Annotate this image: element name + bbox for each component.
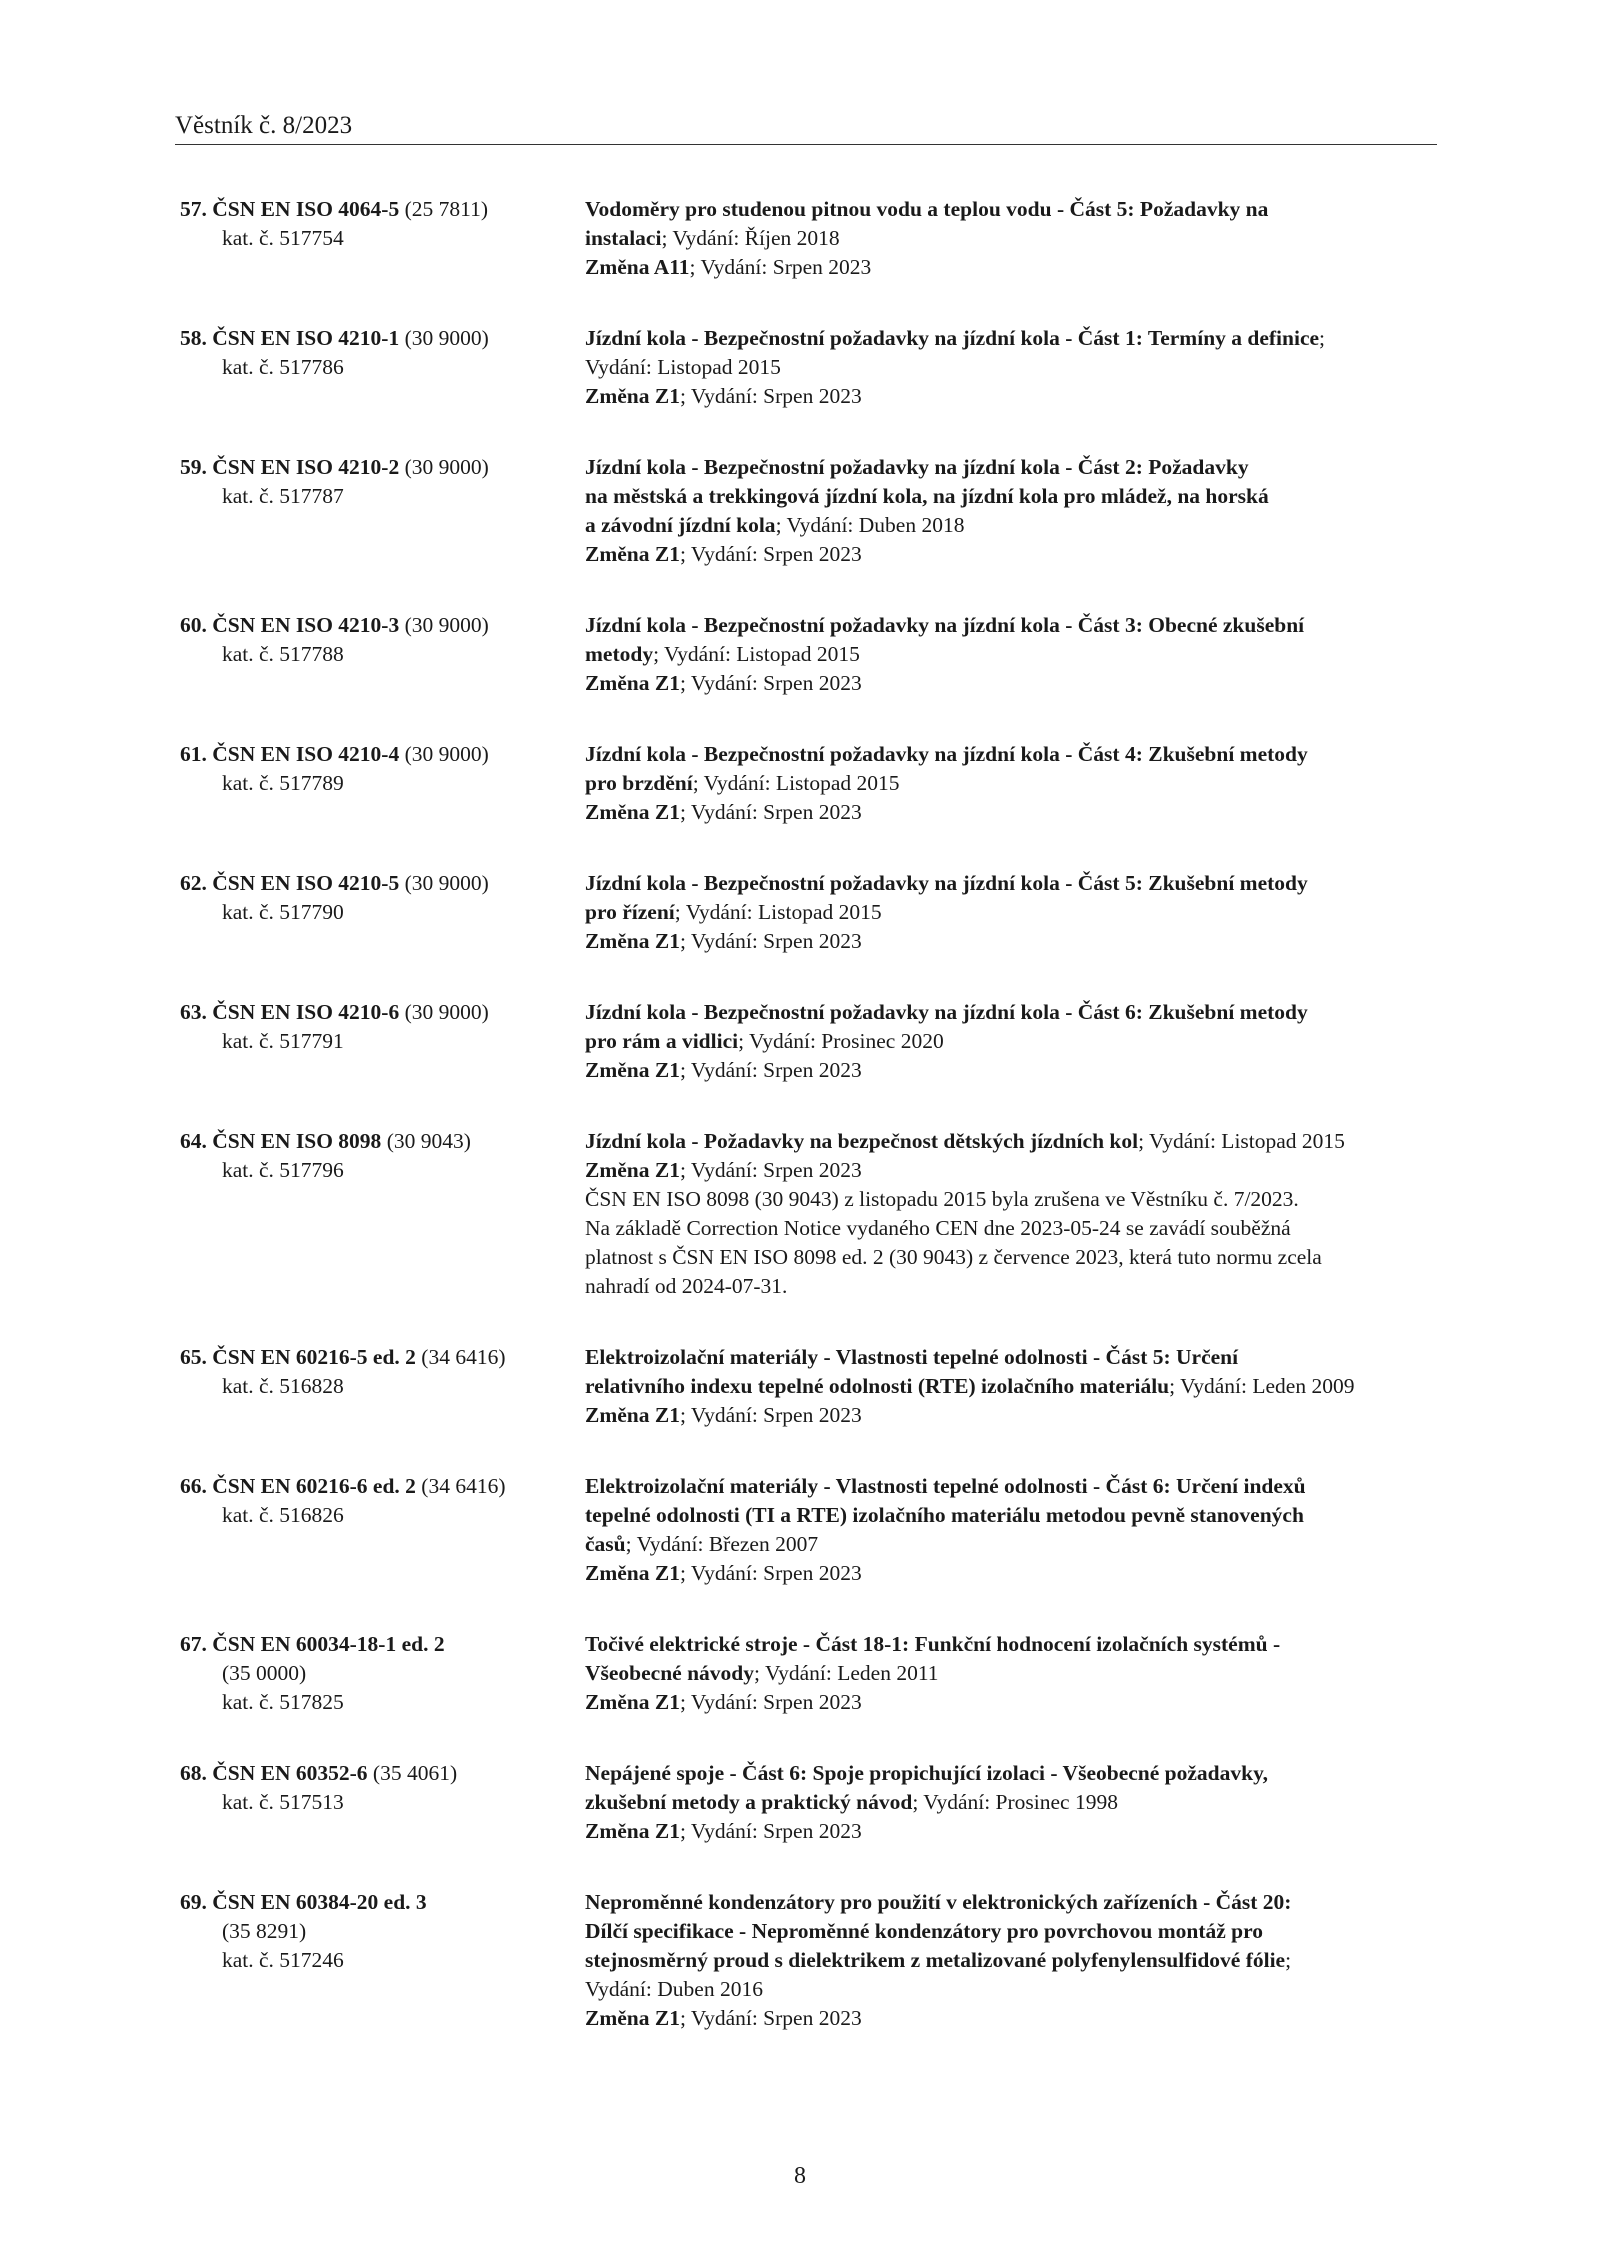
- standard-entry: [180, 1630, 1442, 1717]
- regular-text: ; Vydání: Srpen 2023: [679, 1058, 862, 1082]
- standard-description: [585, 1343, 1442, 1430]
- bold-text: metody: [585, 642, 654, 666]
- bold-text: pro rám a vidlici: [585, 1029, 739, 1053]
- bold-text: Nepájené spoje - Část 6: Spoje propichující izolaci - Všeobecné požadavky,: [585, 1761, 1269, 1785]
- bold-text: Vodoměry pro studenou pitnou vodu a teplou vodu - Část 5: Požadavky na: [585, 197, 1269, 221]
- regular-text: Na základě Correction Notice vydaného CEN dne 2023-05-24 se zavádí souběžná: [585, 1216, 1291, 1240]
- regular-text: ; Vydání: Srpen 2023: [679, 929, 862, 953]
- regular-text: (34 6416): [415, 1474, 506, 1498]
- standard-description: [585, 740, 1442, 827]
- regular-text: (35 4061): [367, 1761, 458, 1785]
- regular-text: kat. č. 517754: [222, 226, 344, 250]
- description-line: [585, 998, 1442, 1027]
- bold-text: pro řízení: [585, 900, 675, 924]
- standard-entry: [180, 740, 1442, 827]
- standard-identifier: [180, 1888, 585, 2033]
- regular-text: ;: [1319, 326, 1326, 350]
- bold-text: Změna Z1: [585, 1819, 680, 1843]
- standard-number: [180, 1127, 585, 1156]
- standard-identifier: [180, 869, 585, 956]
- description-line: [585, 540, 1442, 569]
- regular-text: kat. č. 517789: [222, 771, 344, 795]
- regular-text: (30 9043): [381, 1129, 471, 1153]
- regular-text: (35 8291): [222, 1919, 307, 1943]
- regular-text: (35 0000): [222, 1661, 307, 1685]
- description-line: [585, 640, 1442, 669]
- standard-description: [585, 1472, 1442, 1588]
- description-line: [585, 1817, 1442, 1846]
- bold-text: Změna Z1: [585, 671, 680, 695]
- regular-text: ; Vydání: Srpen 2023: [679, 1403, 862, 1427]
- regular-text: ; Vydání: Listopad 2015: [653, 642, 860, 666]
- bold-text: 59. ČSN EN ISO 4210-2: [180, 455, 400, 479]
- description-line: [585, 1243, 1442, 1272]
- regular-text: ; Vydání: Říjen 2018: [661, 226, 840, 250]
- bold-text: a závodní jízdní kola: [585, 513, 776, 537]
- description-line: [585, 253, 1442, 282]
- standard-catalog-line: [180, 482, 585, 511]
- regular-text: ; Vydání: Listopad 2015: [674, 900, 882, 924]
- regular-text: ; Vydání: Srpen 2023: [679, 800, 862, 824]
- regular-text: ; Vydání: Srpen 2023: [679, 1690, 862, 1714]
- standard-description: [585, 1888, 1442, 2033]
- regular-text: platnost s ČSN EN ISO 8098 ed. 2 (30 9043) z července 2023, která tuto normu zcela: [585, 1245, 1322, 1269]
- bold-text: Změna A11: [585, 255, 690, 279]
- regular-text: ; Vydání: Srpen 2023: [679, 542, 862, 566]
- bold-text: Změna Z1: [585, 1058, 680, 1082]
- standard-description: [585, 1630, 1442, 1717]
- bold-text: 65. ČSN EN 60216-5 ed. 2: [180, 1345, 416, 1369]
- description-line: [585, 1501, 1442, 1530]
- standard-number: [180, 324, 585, 353]
- description-line: [585, 1788, 1442, 1817]
- regular-text: kat. č. 517246: [222, 1948, 344, 1972]
- bold-text: Změna Z1: [585, 542, 680, 566]
- standard-identifier: [180, 195, 585, 282]
- description-line: [585, 195, 1442, 224]
- description-line: [585, 1472, 1442, 1501]
- standard-number: [180, 611, 585, 640]
- description-line: [585, 611, 1442, 640]
- bold-text: 68. ČSN EN 60352-6: [180, 1761, 368, 1785]
- description-line: [585, 1214, 1442, 1243]
- standards-list: [180, 195, 1442, 2075]
- description-line: [585, 1659, 1442, 1688]
- standard-catalog-line: [180, 640, 585, 669]
- description-line: [585, 1975, 1442, 2004]
- standard-identifier: [180, 453, 585, 569]
- regular-text: ; Vydání: Srpen 2023: [679, 1819, 862, 1843]
- regular-text: kat. č. 517791: [222, 1029, 344, 1053]
- bold-text: Jízdní kola - Bezpečnostní požadavky na jízdní kola - Část 5: Zkušební metody: [585, 871, 1308, 895]
- standard-number: [180, 740, 585, 769]
- standard-entry: [180, 453, 1442, 569]
- regular-text: ; Vydání: Srpen 2023: [689, 255, 872, 279]
- page-header: [175, 112, 1437, 145]
- bold-text: 63. ČSN EN ISO 4210-6: [180, 1000, 400, 1024]
- standard-identifier: [180, 324, 585, 411]
- regular-text: kat. č. 517786: [222, 355, 344, 379]
- bold-text: 69. ČSN EN 60384-20 ed. 3: [180, 1890, 427, 1914]
- standard-number: [180, 1343, 585, 1372]
- standard-catalog-line: [180, 224, 585, 253]
- standard-identifier: [180, 1472, 585, 1588]
- standard-description: [585, 869, 1442, 956]
- standard-entry: [180, 1127, 1442, 1301]
- standard-entry: [180, 1888, 1442, 2033]
- regular-text: ; Vydání: Duben 2018: [775, 513, 965, 537]
- regular-text: (30 9000): [399, 871, 489, 895]
- bold-text: Elektroizolační materiály - Vlastnosti tepelné odolnosti - Část 6: Určení indexů: [585, 1474, 1306, 1498]
- standard-number: [180, 1759, 585, 1788]
- bold-text: Dílčí specifikace - Neproměnné kondenzátory pro povrchovou montáž pro: [585, 1919, 1264, 1943]
- description-line: [585, 1127, 1442, 1156]
- standard-identifier: [180, 1343, 585, 1430]
- standard-catalog-line: [180, 1688, 585, 1717]
- bold-text: 67. ČSN EN 60034-18-1 ed. 2: [180, 1632, 445, 1656]
- standard-catalog-line: [180, 898, 585, 927]
- bold-text: instalaci: [585, 226, 662, 250]
- bold-text: pro brzdění: [585, 771, 693, 795]
- standard-catalog-line: [180, 1659, 585, 1688]
- standard-catalog-line: [180, 1027, 585, 1056]
- regular-text: (34 6416): [415, 1345, 506, 1369]
- regular-text: ; Vydání: Srpen 2023: [679, 384, 862, 408]
- regular-text: ; Vydání: Leden 2009: [1169, 1374, 1355, 1398]
- description-line: [585, 1559, 1442, 1588]
- description-line: [585, 898, 1442, 927]
- standard-description: [585, 195, 1442, 282]
- description-line: [585, 798, 1442, 827]
- bold-text: 66. ČSN EN 60216-6 ed. 2: [180, 1474, 416, 1498]
- description-line: [585, 669, 1442, 698]
- standard-catalog-line: [180, 1917, 585, 1946]
- bold-text: 58. ČSN EN ISO 4210-1: [180, 326, 400, 350]
- description-line: [585, 740, 1442, 769]
- standard-catalog-line: [180, 1946, 585, 1975]
- description-line: [585, 1372, 1442, 1401]
- bold-text: časů: [585, 1532, 626, 1556]
- description-line: [585, 2004, 1442, 2033]
- standard-catalog-line: [180, 1501, 585, 1530]
- regular-text: ; Vydání: Prosinec 1998: [912, 1790, 1118, 1814]
- standard-identifier: [180, 998, 585, 1085]
- bold-text: Jízdní kola - Bezpečnostní požadavky na jízdní kola - Část 1: Termíny a definice: [585, 326, 1320, 350]
- standard-catalog-line: [180, 1788, 585, 1817]
- standard-number: [180, 1472, 585, 1501]
- bold-text: Změna Z1: [585, 800, 680, 824]
- bold-text: tepelné odolnosti (TI a RTE) izolačního materiálu metodou pevně stanovených: [585, 1503, 1304, 1527]
- standard-entry: [180, 324, 1442, 411]
- bold-text: Všeobecné návody: [585, 1661, 755, 1685]
- description-line: [585, 453, 1442, 482]
- standard-number: [180, 195, 585, 224]
- regular-text: kat. č. 517825: [222, 1690, 344, 1714]
- standard-entry: [180, 1472, 1442, 1588]
- description-line: [585, 224, 1442, 253]
- bold-text: Jízdní kola - Bezpečnostní požadavky na jízdní kola - Část 2: Požadavky: [585, 455, 1249, 479]
- page-number: 8: [794, 2163, 806, 2189]
- description-line: [585, 1185, 1442, 1214]
- standard-number: [180, 869, 585, 898]
- description-line: [585, 1630, 1442, 1659]
- journal-title: Věstník č. 8/2023: [175, 112, 353, 139]
- standard-identifier: [180, 740, 585, 827]
- description-line: [585, 1688, 1442, 1717]
- description-line: [585, 1888, 1442, 1917]
- bold-text: Jízdní kola - Bezpečnostní požadavky na jízdní kola - Část 3: Obecné zkušební: [585, 613, 1305, 637]
- description-line: [585, 324, 1442, 353]
- standard-number: [180, 1888, 585, 1917]
- standard-number: [180, 453, 585, 482]
- bold-text: Točivé elektrické stroje - Část 18-1: Funkční hodnocení izolačních systémů -: [585, 1632, 1281, 1656]
- regular-text: (30 9000): [399, 1000, 489, 1024]
- regular-text: ; Vydání: Březen 2007: [625, 1532, 819, 1556]
- description-line: [585, 382, 1442, 411]
- standard-catalog-line: [180, 1156, 585, 1185]
- description-line: [585, 482, 1442, 511]
- standard-entry: [180, 195, 1442, 282]
- standard-catalog-line: [180, 769, 585, 798]
- description-line: [585, 1530, 1442, 1559]
- standard-identifier: [180, 1127, 585, 1301]
- standard-catalog-line: [180, 353, 585, 382]
- regular-text: nahradí od 2024-07-31.: [585, 1274, 788, 1298]
- bold-text: stejnosměrný proud s dielektrikem z metalizované polyfenylensulfidové fólie: [585, 1948, 1286, 1972]
- standard-catalog-line: [180, 1372, 585, 1401]
- regular-text: ČSN EN ISO 8098 (30 9043) z listopadu 2015 byla zrušena ve Věstníku č. 7/2023.: [585, 1187, 1299, 1211]
- description-line: [585, 1027, 1442, 1056]
- standard-identifier: [180, 1759, 585, 1846]
- standard-number: [180, 1630, 585, 1659]
- bold-text: Změna Z1: [585, 1690, 680, 1714]
- bold-text: Změna Z1: [585, 929, 680, 953]
- regular-text: (25 7811): [399, 197, 488, 221]
- description-line: [585, 927, 1442, 956]
- regular-text: Vydání: Listopad 2015: [585, 355, 781, 379]
- bold-text: Změna Z1: [585, 1403, 680, 1427]
- bold-text: 64. ČSN EN ISO 8098: [180, 1129, 382, 1153]
- regular-text: ;: [1285, 1948, 1292, 1972]
- standard-entry: [180, 1759, 1442, 1846]
- description-line: [585, 353, 1442, 382]
- description-line: [585, 1917, 1442, 1946]
- standard-description: [585, 324, 1442, 411]
- bold-text: relativního indexu tepelné odolnosti (RTE) izolačního materiálu: [585, 1374, 1170, 1398]
- standard-identifier: [180, 611, 585, 698]
- standard-description: [585, 1759, 1442, 1846]
- standard-description: [585, 998, 1442, 1085]
- bold-text: Změna Z1: [585, 1561, 680, 1585]
- description-line: [585, 1343, 1442, 1372]
- bold-text: Jízdní kola - Bezpečnostní požadavky na jízdní kola - Část 4: Zkušební metody: [585, 742, 1308, 766]
- description-line: [585, 1759, 1442, 1788]
- regular-text: kat. č. 517513: [222, 1790, 344, 1814]
- regular-text: ; Vydání: Prosinec 2020: [738, 1029, 944, 1053]
- bold-text: Změna Z1: [585, 1158, 680, 1182]
- regular-text: kat. č. 516828: [222, 1374, 344, 1398]
- bold-text: 57. ČSN EN ISO 4064-5: [180, 197, 400, 221]
- description-line: [585, 1401, 1442, 1430]
- regular-text: (30 9000): [399, 742, 489, 766]
- description-line: [585, 1056, 1442, 1085]
- bold-text: Změna Z1: [585, 384, 680, 408]
- regular-text: kat. č. 517790: [222, 900, 344, 924]
- regular-text: ; Vydání: Srpen 2023: [679, 671, 862, 695]
- regular-text: (30 9000): [399, 326, 489, 350]
- bold-text: 60. ČSN EN ISO 4210-3: [180, 613, 400, 637]
- regular-text: ; Vydání: Srpen 2023: [679, 1158, 862, 1182]
- description-line: [585, 869, 1442, 898]
- standard-description: [585, 611, 1442, 698]
- regular-text: Vydání: Duben 2016: [585, 1977, 763, 2001]
- regular-text: kat. č. 517796: [222, 1158, 344, 1182]
- bold-text: Jízdní kola - Požadavky na bezpečnost dětských jízdních kol: [585, 1129, 1139, 1153]
- bold-text: zkušební metody a praktický návod: [585, 1790, 913, 1814]
- regular-text: kat. č. 517787: [222, 484, 344, 508]
- regular-text: kat. č. 516826: [222, 1503, 344, 1527]
- regular-text: ; Vydání: Srpen 2023: [679, 1561, 862, 1585]
- bold-text: 61. ČSN EN ISO 4210-4: [180, 742, 400, 766]
- regular-text: kat. č. 517788: [222, 642, 344, 666]
- description-line: [585, 511, 1442, 540]
- standard-entry: [180, 998, 1442, 1085]
- regular-text: ; Vydání: Leden 2011: [754, 1661, 939, 1685]
- standard-entry: [180, 1343, 1442, 1430]
- bold-text: 62. ČSN EN ISO 4210-5: [180, 871, 400, 895]
- bold-text: Změna Z1: [585, 2006, 680, 2030]
- bold-text: Elektroizolační materiály - Vlastnosti tepelné odolnosti - Část 5: Určení: [585, 1345, 1239, 1369]
- standard-entry: [180, 869, 1442, 956]
- description-line: [585, 1946, 1442, 1975]
- standard-number: [180, 998, 585, 1027]
- standard-description: [585, 453, 1442, 569]
- description-line: [585, 1272, 1442, 1301]
- regular-text: (30 9000): [399, 613, 489, 637]
- description-line: [585, 1156, 1442, 1185]
- bold-text: Neproměnné kondenzátory pro použití v elektronických zařízeních - Část 20:: [585, 1890, 1292, 1914]
- regular-text: ; Vydání: Listopad 2015: [692, 771, 900, 795]
- standard-identifier: [180, 1630, 585, 1717]
- regular-text: ; Vydání: Srpen 2023: [679, 2006, 862, 2030]
- bold-text: Jízdní kola - Bezpečnostní požadavky na jízdní kola - Část 6: Zkušební metody: [585, 1000, 1308, 1024]
- description-line: [585, 769, 1442, 798]
- regular-text: (30 9000): [399, 455, 489, 479]
- bold-text: na městská a trekkingová jízdní kola, na jízdní kola pro mládež, na horská: [585, 484, 1269, 508]
- standard-description: [585, 1127, 1442, 1301]
- regular-text: ; Vydání: Listopad 2015: [1138, 1129, 1345, 1153]
- standard-entry: [180, 611, 1442, 698]
